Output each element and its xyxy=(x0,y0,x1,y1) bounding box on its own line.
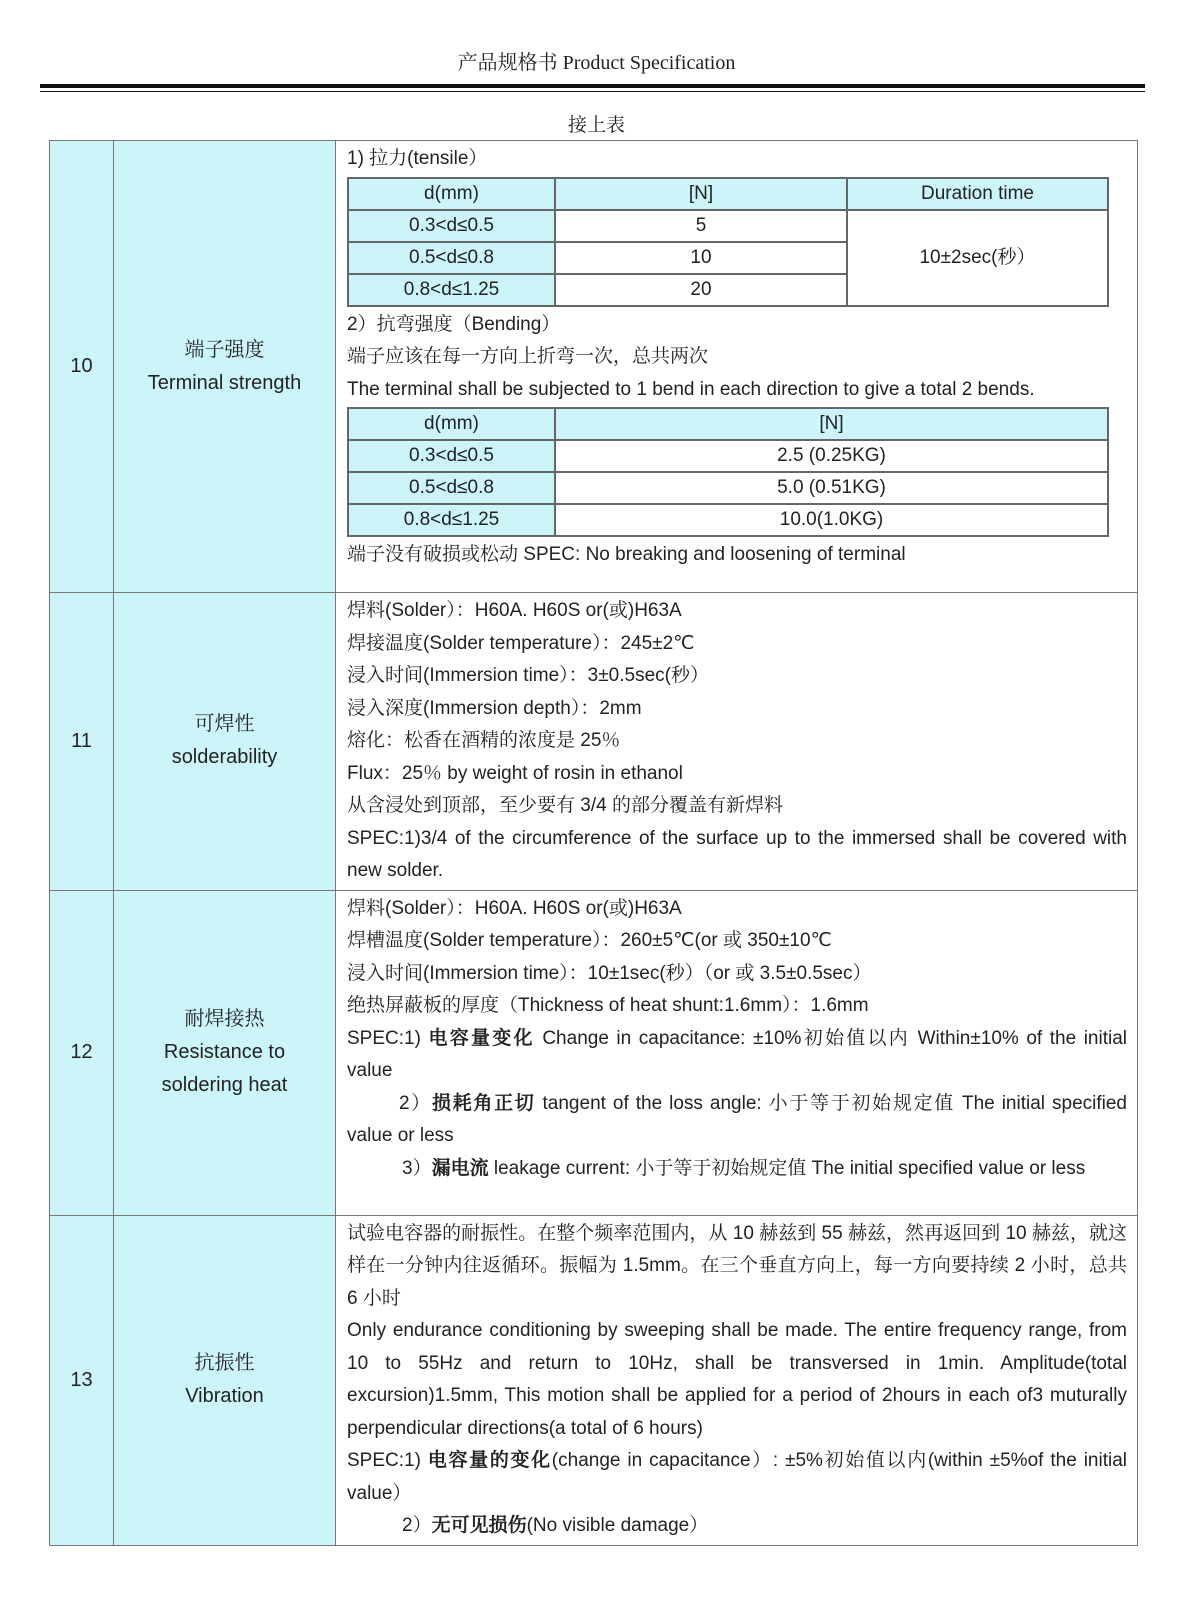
spec-term: 电容量变化 xyxy=(428,1027,535,1049)
table-row xyxy=(50,141,1138,593)
item-name-cn: 抗振性 xyxy=(194,1352,255,1374)
col-header: [N] xyxy=(555,178,847,210)
col-header: d(mm) xyxy=(348,408,555,440)
table-row xyxy=(50,593,1138,891)
text-line: 浸入时间(Immersion time）：3±0.5sec(秒） xyxy=(347,665,709,686)
item-requirements xyxy=(336,1215,1138,1545)
spec-table xyxy=(49,140,1138,1546)
item-name-en: Vibration xyxy=(185,1385,264,1407)
spec-term: 无可见损伤 xyxy=(431,1515,527,1536)
table-cell: 20 xyxy=(555,274,847,306)
table-cell: 2.5 (0.25KG) xyxy=(555,440,1108,472)
text-line: 浸入深度(Immersion depth）：2mm xyxy=(347,697,642,719)
text-line: 焊槽温度(Solder temperature）：260±5℃(or 或 350±10℃ xyxy=(347,930,832,951)
text-line: 从含浸处到顶部，至少要有 3/4 的部分覆盖有新焊料 xyxy=(347,795,783,816)
item-name-en: solderability xyxy=(171,746,278,769)
spec-text: Change in capacitance: ±10%初始值以内 Within±10% of the initial value xyxy=(347,1027,1127,1081)
table-cell: 5.0 (0.51KG) xyxy=(555,472,1108,504)
item-name-cn: 耐焊接热 xyxy=(184,1008,265,1030)
item-number: 11 xyxy=(50,593,114,891)
bending-title: 2）抗弯强度（Bending） xyxy=(347,313,561,335)
item-requirements xyxy=(336,890,1138,1215)
table-cell: 0.8<d≤1.25 xyxy=(348,504,555,536)
table-cell: 5 xyxy=(555,210,847,242)
item-name xyxy=(114,890,336,1215)
spec-text: leakage current: 小于等于初始规定值 The initial specified value or less xyxy=(488,1157,1086,1179)
text-line: 浸入时间(Immersion time）：10±1sec(秒）（or 或 3.5±0.5sec） xyxy=(347,962,872,984)
item-name xyxy=(114,593,336,891)
continued-label: 接上表 xyxy=(567,115,625,136)
tensile-table xyxy=(347,177,1109,307)
spec-text: (change in capacitance）: ±5%初始值以内(within ±5%of the initial value） xyxy=(347,1450,1127,1504)
table-cell: 10.0(1.0KG) xyxy=(555,504,1108,536)
bending-table xyxy=(347,407,1109,537)
text-line: 焊接温度(Solder temperature）：245±2℃ xyxy=(347,632,695,654)
spec-line xyxy=(347,1510,1127,1543)
table-cell: 0.3<d≤0.5 xyxy=(348,210,555,242)
item-requirements xyxy=(336,141,1138,593)
table-cell: 0.5<d≤0.8 xyxy=(348,242,555,274)
item-number: 13 xyxy=(50,1215,114,1545)
spec-prefix: 2） xyxy=(402,1515,432,1536)
col-header: [N] xyxy=(555,408,1108,440)
text-line: 焊料(Solder）：H60A. H60S or(或)H63A xyxy=(347,897,682,919)
spec-line: SPEC:1)3/4 of the circumference of the surface up to the immersed shall be covered with new solder. xyxy=(347,827,1127,881)
spec-term: 电容量的变化 xyxy=(427,1450,552,1471)
table-cell: 0.8<d≤1.25 xyxy=(348,274,555,306)
duration-cell: 10±2sec(秒） xyxy=(847,210,1108,306)
spec-line xyxy=(347,1088,1127,1153)
spec-line xyxy=(347,1153,1127,1186)
item-name-en: Resistance to soldering heat xyxy=(161,1041,288,1096)
text-line: 绝热屏蔽板的厚度（Thickness of heat shunt:1.6mm）：1.6mm xyxy=(347,995,869,1016)
text-line: The terminal shall be subjected to 1 bend in each direction to give a total 2 bends. xyxy=(347,378,1035,400)
spec-prefix: 2） xyxy=(399,1092,432,1114)
text-paragraph: Only endurance conditioning by sweeping shall be made. The entire frequency range, from 10 to 55Hz and return to 10Hz, shall be transversed in 1min. Amplitude(total excursion)1.5mm, This motion shall be applied for a period of 2hours in each of3 muturally perpendicular directions(a total of 6 hours) xyxy=(347,1320,1127,1439)
col-header: d(mm) xyxy=(348,178,555,210)
spec-text: tangent of the loss angle: 小于等于初始规定值 The initial specified value or less xyxy=(347,1092,1127,1146)
page-header: 产品规格书 Product Specification xyxy=(457,52,736,74)
spec-prefix: SPEC:1) xyxy=(347,1027,429,1049)
tensile-title: 1) 拉力(tensile） xyxy=(347,148,488,169)
item-number: 10 xyxy=(50,141,114,593)
item-name-en: Terminal strength xyxy=(147,371,302,394)
header-rule-thin xyxy=(40,91,1145,92)
spec-line xyxy=(347,1445,1127,1510)
item-name-cn: 端子强度 xyxy=(184,338,265,361)
table-cell: 10 xyxy=(555,242,847,274)
text-line: 端子应该在每一方向上折弯一次，总共两次 xyxy=(347,346,709,367)
spec-line: 端子没有破损或松动 SPEC: No breaking and loosening of terminal xyxy=(347,544,906,565)
table-cell: 0.3<d≤0.5 xyxy=(348,440,555,472)
text-paragraph: 试验电容器的耐振性。在整个频率范围内，从 10 赫兹到 55 赫兹，然再返回到 10 赫兹，就这样在一分钟内往返循环。振幅为 1.5mm。在三个垂直方向上，每一方向要持续 2 小时，总共 6 小时 xyxy=(347,1222,1127,1309)
table-row xyxy=(50,890,1138,1215)
item-requirements xyxy=(336,593,1138,891)
text-line: 熔化：松香在酒精的浓度是 25％ xyxy=(347,730,621,751)
spec-term: 漏电流 xyxy=(431,1157,489,1179)
spec-prefix: 3） xyxy=(402,1157,432,1179)
text-line: Flux：25％ by weight of rosin in ethanol xyxy=(347,762,683,784)
item-name xyxy=(114,1215,336,1545)
spec-text: (No visible damage） xyxy=(526,1515,709,1536)
text-line: 焊料(Solder）：H60A. H60S or(或)H63A xyxy=(347,600,682,621)
spec-term: 损耗角正切 xyxy=(431,1092,536,1114)
spec-prefix: SPEC:1) xyxy=(347,1450,428,1471)
table-cell: 0.5<d≤0.8 xyxy=(348,472,555,504)
item-number: 12 xyxy=(50,890,114,1215)
col-header: Duration time xyxy=(847,178,1108,210)
item-name-cn: 可焊性 xyxy=(194,713,255,736)
table-row xyxy=(50,1215,1138,1545)
spec-line xyxy=(347,1023,1127,1088)
header-rule xyxy=(40,84,1145,88)
item-name xyxy=(114,141,336,593)
